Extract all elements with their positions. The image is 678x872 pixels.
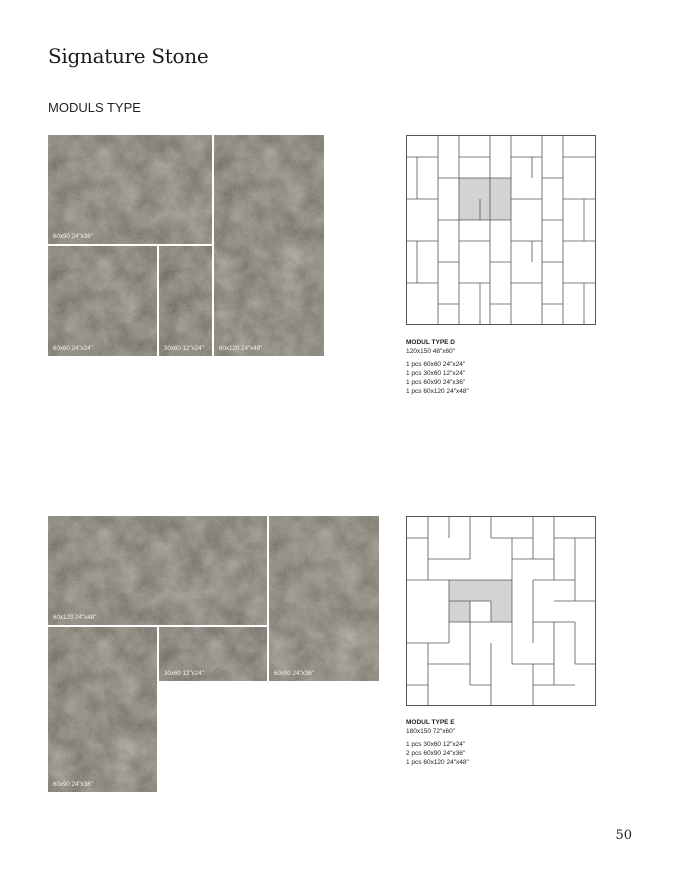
piece-line: 1 pcs 30x60 12"x24"	[406, 741, 466, 748]
stone-texture	[159, 246, 212, 356]
document-title: Signature Stone	[48, 44, 209, 68]
page-number: 50	[615, 828, 632, 843]
stone-texture	[48, 516, 267, 625]
stone-texture	[48, 627, 157, 792]
modul-e-info	[406, 718, 469, 767]
piece-line: 2 pcs 60x90 24"x36"	[406, 750, 466, 757]
piece-line: 1 pcs 60x120 24"x48"	[406, 388, 469, 395]
tile-label: 60x90 24"x36"	[274, 670, 314, 677]
section-heading: MODULS TYPE	[48, 100, 141, 115]
modul-d-info	[406, 338, 469, 396]
modul-d-photo	[48, 135, 324, 356]
tile-label: 60x90 24"x36"	[53, 233, 93, 240]
tile-label: 30x60 12"x24"	[164, 670, 204, 677]
modul-e-tile-30x60	[159, 627, 267, 681]
modul-e-tile-60x90-left	[48, 627, 157, 792]
pattern-grid	[407, 517, 595, 705]
pattern-grid	[407, 136, 595, 324]
piece-line: 1 pcs 60x120 24"x48"	[406, 759, 469, 766]
modul-dimensions: 120x150 48"x60"	[406, 348, 456, 355]
modul-e-tile-60x120	[48, 516, 267, 625]
stone-texture	[48, 135, 212, 244]
stone-texture	[214, 135, 324, 356]
stone-texture	[48, 246, 157, 356]
modul-d-tile-60x60	[48, 246, 157, 356]
modul-e-tile-60x90-right	[269, 516, 379, 681]
modul-d-tile-60x120	[214, 135, 324, 356]
modul-name: MODUL TYPE E	[406, 719, 455, 726]
tile-label: 30x60 12"x24"	[164, 345, 204, 352]
modul-d-tile-30x60	[159, 246, 212, 356]
modul-name: MODUL TYPE D	[406, 339, 455, 346]
modul-d-pattern-diagram	[406, 135, 596, 325]
tile-label: 60x60 24"x24"	[53, 345, 93, 352]
modul-e-photo	[48, 516, 379, 792]
modul-e-pattern-diagram	[406, 516, 596, 706]
tile-label: 60x120 24"x48"	[219, 345, 263, 352]
piece-line: 1 pcs 30x60 12"x24"	[406, 370, 466, 377]
tile-label: 60x90 24"x36"	[53, 781, 93, 788]
stone-texture	[269, 516, 379, 681]
modul-dimensions: 180x150 72"x60"	[406, 728, 456, 735]
piece-line: 1 pcs 60x90 24"x36"	[406, 379, 466, 386]
piece-line: 1 pcs 60x60 24"x24"	[406, 361, 466, 368]
modul-d-tile-60x90	[48, 135, 212, 244]
tile-label: 60x120 24"x48"	[53, 614, 97, 621]
